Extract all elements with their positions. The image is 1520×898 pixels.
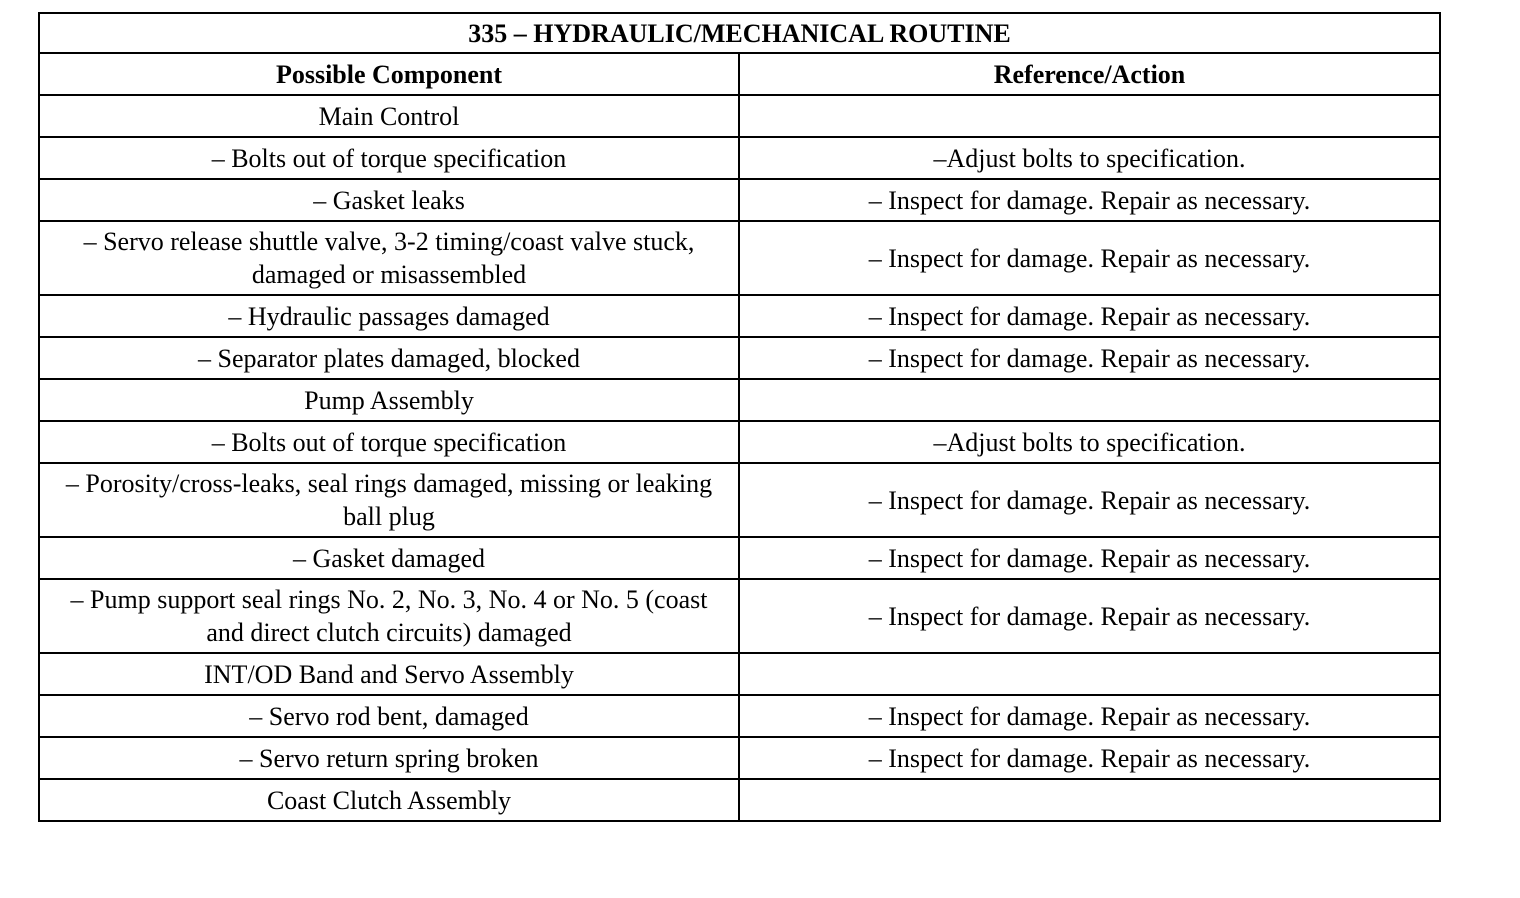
action-cell: –Adjust bolts to specification. — [739, 421, 1440, 463]
header-row — [39, 53, 1440, 95]
component-cell: – Bolts out of torque specification — [39, 137, 739, 179]
table-row — [39, 737, 1440, 779]
component-cell: Main Control — [39, 95, 739, 137]
action-cell: –Adjust bolts to specification. — [739, 137, 1440, 179]
component-cell: – Porosity/cross-leaks, seal rings damaged, missing or leaking ball plug — [39, 463, 739, 537]
action-cell: – Inspect for damage. Repair as necessary. — [739, 579, 1440, 653]
table-row — [39, 179, 1440, 221]
component-cell: – Bolts out of torque specification — [39, 421, 739, 463]
title-row — [39, 13, 1440, 53]
component-cell: – Gasket leaks — [39, 179, 739, 221]
component-cell: – Separator plates damaged, blocked — [39, 337, 739, 379]
component-cell: – Servo rod bent, damaged — [39, 695, 739, 737]
table-title: 335 – HYDRAULIC/MECHANICAL ROUTINE — [39, 13, 1440, 53]
table-row — [39, 295, 1440, 337]
component-cell: – Gasket damaged — [39, 537, 739, 579]
table-row — [39, 463, 1440, 537]
component-cell: – Servo release shuttle valve, 3-2 timing/coast valve stuck, damaged or misassembled — [39, 221, 739, 295]
column-header-component: Possible Component — [39, 53, 739, 95]
action-cell: – Inspect for damage. Repair as necessary. — [739, 463, 1440, 537]
component-cell: Coast Clutch Assembly — [39, 779, 739, 821]
action-cell — [739, 379, 1440, 421]
table-row — [39, 695, 1440, 737]
table-row — [39, 221, 1440, 295]
component-cell: INT/OD Band and Servo Assembly — [39, 653, 739, 695]
action-cell: – Inspect for damage. Repair as necessary. — [739, 337, 1440, 379]
action-cell — [739, 779, 1440, 821]
table-row — [39, 779, 1440, 821]
action-cell: – Inspect for damage. Repair as necessary. — [739, 737, 1440, 779]
routine-table — [38, 12, 1441, 822]
action-cell — [739, 95, 1440, 137]
table-row — [39, 537, 1440, 579]
table-row — [39, 137, 1440, 179]
action-cell: – Inspect for damage. Repair as necessary. — [739, 537, 1440, 579]
table-row — [39, 653, 1440, 695]
column-header-action: Reference/Action — [739, 53, 1440, 95]
table-row — [39, 579, 1440, 653]
component-cell: – Pump support seal rings No. 2, No. 3, No. 4 or No. 5 (coast and direct clutch circuits) damaged — [39, 579, 739, 653]
component-cell: – Hydraulic passages damaged — [39, 295, 739, 337]
action-cell: – Inspect for damage. Repair as necessary. — [739, 179, 1440, 221]
table-row — [39, 95, 1440, 137]
action-cell — [739, 653, 1440, 695]
action-cell: – Inspect for damage. Repair as necessary. — [739, 221, 1440, 295]
table-row — [39, 379, 1440, 421]
action-cell: – Inspect for damage. Repair as necessary. — [739, 695, 1440, 737]
component-cell: Pump Assembly — [39, 379, 739, 421]
component-cell: – Servo return spring broken — [39, 737, 739, 779]
table-row — [39, 421, 1440, 463]
action-cell: – Inspect for damage. Repair as necessary. — [739, 295, 1440, 337]
table-row — [39, 337, 1440, 379]
